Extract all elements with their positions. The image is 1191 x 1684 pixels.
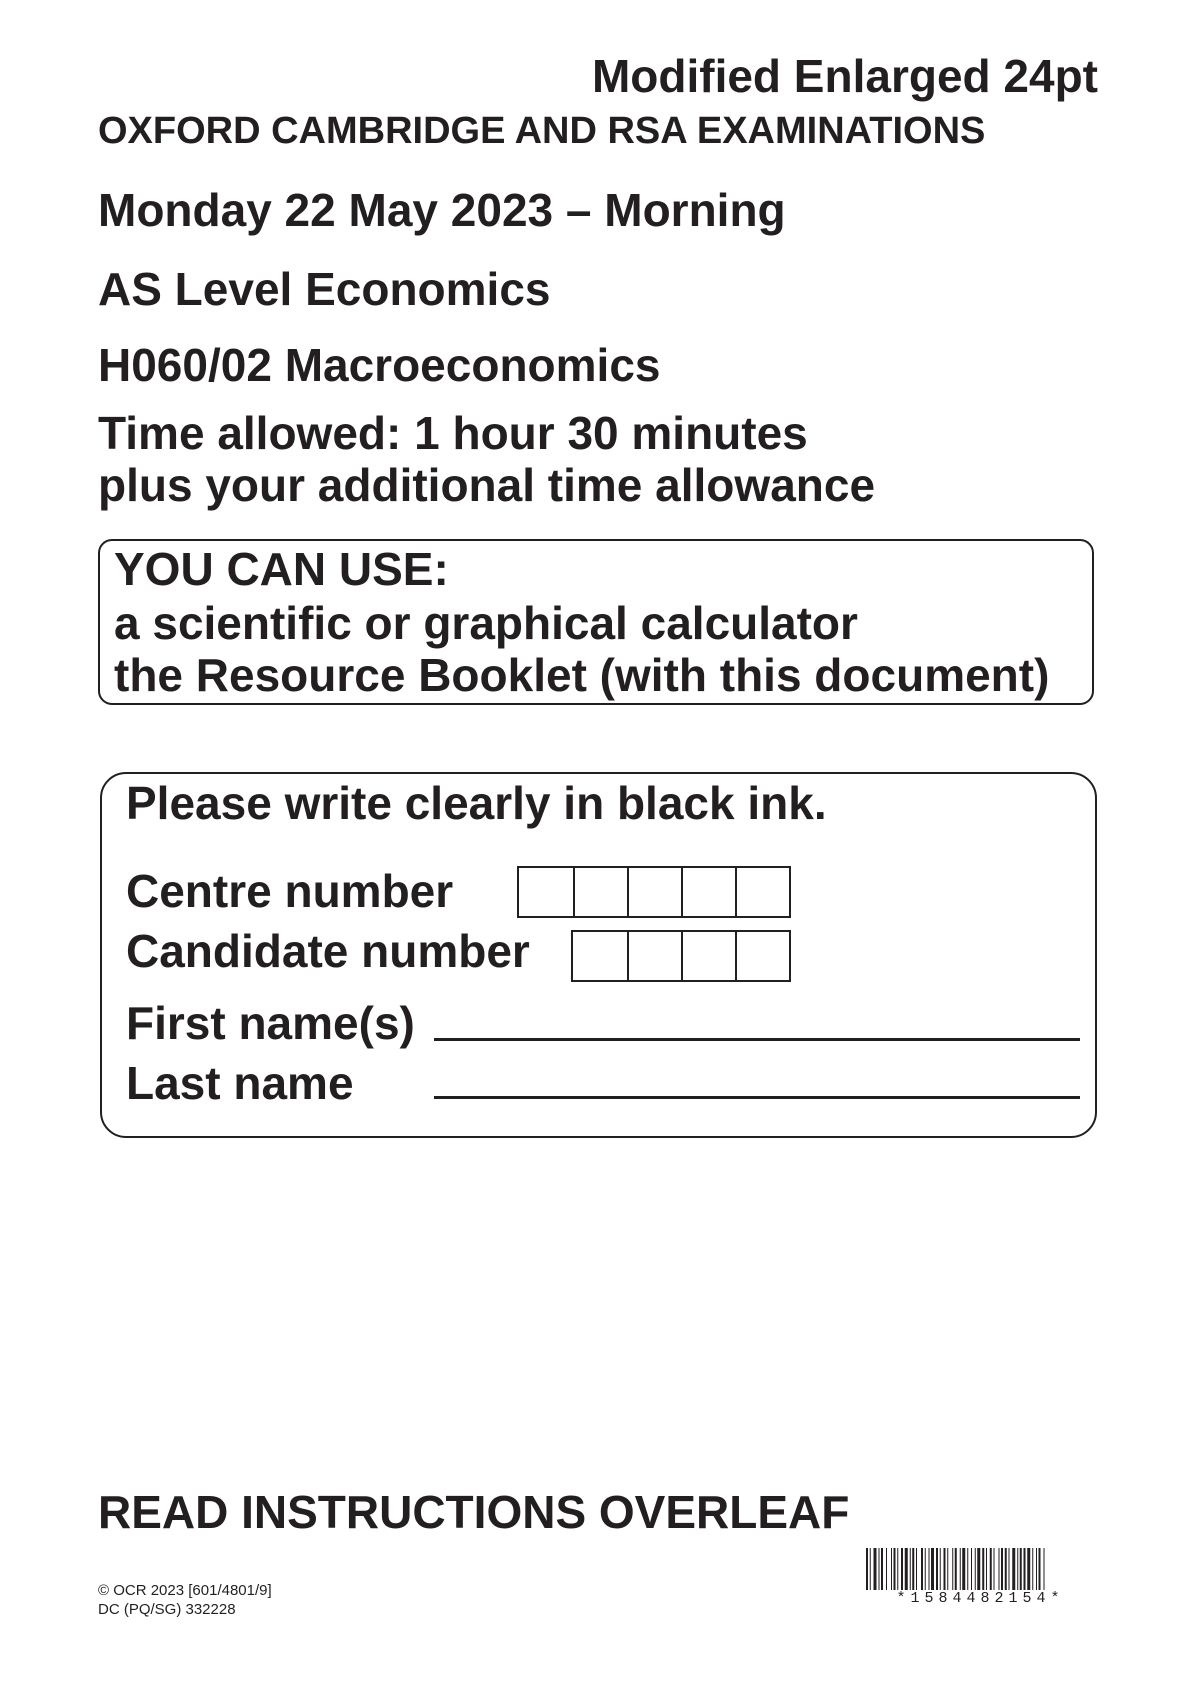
additional-time: plus your additional time allowance (98, 459, 876, 511)
digit-cell[interactable] (735, 868, 789, 916)
digit-cell[interactable] (573, 868, 627, 916)
digit-cell[interactable] (519, 868, 573, 916)
last-name-label: Last name (126, 1057, 354, 1109)
unit-title: H060/02 Macroeconomics (98, 339, 661, 391)
digit-cell[interactable] (627, 932, 681, 980)
read-instructions-overleaf: READ INSTRUCTIONS OVERLEAF (98, 1486, 850, 1538)
first-name-label: First name(s) (126, 997, 415, 1049)
first-name-line[interactable] (434, 1038, 1080, 1041)
centre-number-field[interactable] (517, 866, 791, 918)
format-label: Modified Enlarged 24pt (591, 50, 1098, 102)
copyright-notice: © OCR 2023 [601/4801/9] (98, 1582, 272, 1599)
last-name-line[interactable] (434, 1096, 1080, 1099)
time-allowed: Time allowed: 1 hour 30 minutes (98, 407, 808, 459)
barcode-number: *1584482154* (896, 1590, 1065, 1607)
candidate-number-label: Candidate number (126, 925, 530, 977)
exam-board: OXFORD CAMBRIDGE AND RSA EXAMINATIONS (98, 110, 986, 152)
barcode (866, 1548, 1095, 1590)
candidate-details-box (100, 772, 1097, 1138)
digit-cell[interactable] (573, 932, 627, 980)
centre-number-label: Centre number (126, 865, 454, 917)
qualification: AS Level Economics (98, 263, 551, 315)
digit-cell[interactable] (681, 868, 735, 916)
ink-instruction: Please write clearly in black ink. (126, 777, 827, 829)
equipment-box (98, 539, 1094, 705)
candidate-number-field[interactable] (571, 930, 791, 982)
digit-cell[interactable] (627, 868, 681, 916)
equipment-title: YOU CAN USE: (114, 543, 449, 595)
document-code: DC (PQ/SG) 332228 (98, 1601, 236, 1618)
equipment-item: a scientific or graphical calculator (114, 597, 858, 649)
exam-date: Monday 22 May 2023 – Morning (98, 184, 786, 236)
digit-cell[interactable] (735, 932, 789, 980)
digit-cell[interactable] (681, 932, 735, 980)
equipment-item: the Resource Booklet (with this document) (114, 649, 1050, 701)
